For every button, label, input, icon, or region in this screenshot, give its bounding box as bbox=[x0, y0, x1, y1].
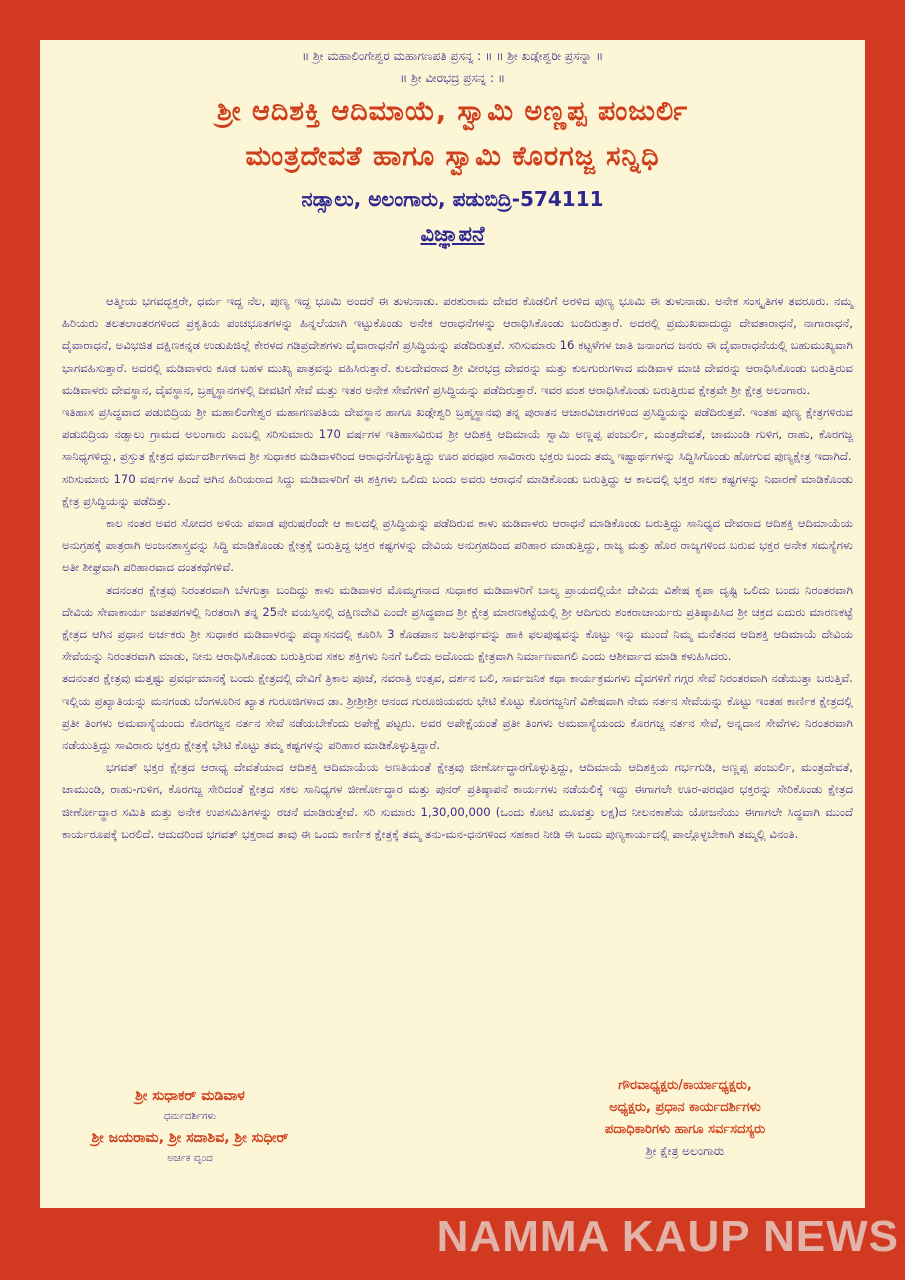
paragraph: ಭಗವತ್ ಭಕ್ತರ ಕ್ಷೇತ್ರದ ಆರಾಧ್ಯ ದೇವತೆಯಾದ ಆದಿಶಕ್ತಿ ಆದಿಮಾಯೆಯ ಅಣತಿಯಂತೆ ಕ್ಷೇತ್ರವು ಜೀರ್ಣೋದ್ಧಾರಗೊಳ್ಳುತ್ತಿದ್ದು, ಆದಿಮಾಯೆ ಆದಿಶಕ್ತಿಯ ಗರ್ಭಗುಡಿ, ಅಣ್ಣಪ್ಪ ಪಂಜುರ್ಲಿ, ಮಂತ್ರದೇವತೆ, ಚಾಮುಂಡಿ, ರಾಹು-ಗುಳಿಗ, ಕೊರಗಜ್ಜ ಸೇರಿದಂತೆ ಕ್ಷೇತ್ರದ ಸಕಲ ಸಾನಿಧ್ಯಗಳ ಜೀರ್ಣೋದ್ಧಾರ ಮತ್ತು ಪುನರ್ ಪ್ರತಿಷ್ಠಾಪನೆ ಕಾರ್ಯಗಳು ನಡೆಯಲಿಕ್ಕೆ ಇದ್ದು ಈಗಾಗಲೇ ಊರ-ಪರವೂರ ಭಕ್ತರನ್ನು ಸೇರಿಕೊಂಡು ಕ್ಷೇತ್ರದ ಜೀರ್ಣೋದ್ಧಾರ ಸಮಿತಿ ಮತ್ತು ಅನೇಕ ಉಪಸಮಿತಿಗಳನ್ನು ರಚನೆ ಮಾಡಿರುತ್ತೇವೆ. ಸರಿ ಸುಮಾರು 1,30,00,000 (ಒಂದು ಕೋಟಿ ಮೂವತ್ತು ಲಕ್ಷ)ದ ನೀಲನಕಾಶೆಯ ಯೋಜನೆಯು ಈಗಾಗಲೇ ಸಿದ್ಧವಾಗಿ ಮುಂದೆ ಕಾರ್ಯರೂಪಕ್ಕೆ ಬರಲಿದೆ. ಆದುದರಿಂದ ಭಗವತ್ ಭಕ್ತರಾದ ತಾವು ಈ ಒಂದು ಕಾರ್ಣಿಕ ಕ್ಷೇತ್ರಕ್ಕೆ ತಮ್ಮ ತನು-ಮನ-ಧನಗಳಿಂದ ಸಹಕಾರ ನೀಡಿ ಈ ಒಂದು ಪುಣ್ಯಕಾರ್ಯದಲ್ಲಿ ಪಾಲ್ಗೊಳ್ಳಬೇಕಾಗಿ ತಮ್ಮಲ್ಲಿ ವಿನಂತಿ. bbox=[62, 760, 853, 841]
committee-place: ಶ್ರೀ ಕ್ಷೇತ್ರ ಅಲಂಗಾರು bbox=[645, 1144, 725, 1158]
notice-heading bbox=[40, 217, 865, 251]
paragraph: ಸರಿಸುಮಾರು 170 ವರ್ಷಗಳ ಹಿಂದೆ ಆಗಿನ ಹಿರಿಯರಾದ ಸಿದ್ದು ಮಡಿವಾಳರಿಗೆ ಈ ಶಕ್ತಿಗಳು ಒಲಿದು ಬಂದು ಅವರು ಆರಾಧನೆ ಮಾಡಿಕೊಂಡು ಬರುತ್ತಿದ್ದು ಆ ಕಾಲದಲ್ಲಿ ಭಕ್ತರ ಸಕಲ ಕಷ್ಟಗಳನ್ನು ನಿವಾರಣೆ ಮಾಡಿಕೊಂಡು ಕ್ಷೇತ್ರ ಪ್ರಸಿದ್ಧಿಯನ್ನು ಪಡೆದಿತ್ತು. bbox=[62, 471, 853, 508]
paragraph: ಕಾಲ ನಂತರ ಅವರ ಸೋದರ ಅಳಿಯ ಪವಾಡ ಪುರುಷರೆಂದೇ ಆ ಕಾಲದಲ್ಲಿ ಪ್ರಸಿದ್ಧಿಯನ್ನು ಪಡೆದಿರುವ ಕಾಳು ಮಡಿವಾಳರು ಆರಾಧನೆ ಮಾಡಿಕೊಂಡು ಬರುತ್ತಿದ್ದು ಸಾನಿಧ್ಯದ ದೇವರಾದ ಆದಿಶಕ್ತಿ ಆದಿಮಾಯೆಯ ಅನುಗ್ರಹಕ್ಕೆ ಪಾತ್ರರಾಗಿ ಅಂಜನಶಾಸ್ತ್ರವನ್ನು ಸಿದ್ಧಿ ಮಾಡಿಕೊಂಡು ಕ್ಷೇತ್ರಕ್ಕೆ ಬರುತ್ತಿದ್ದ ಭಕ್ತರ ಕಷ್ಟಗಳನ್ನು ದೇವಿಯ ಅನುಗ್ರಹದಿಂದ ಪರಿಹಾರ ಮಾಡುತ್ತಿದ್ದು, ರಾಜ್ಯ ಮತ್ತು ಹೊರ ರಾಜ್ಯಗಳಿಂದ ಬರುವ ಭಕ್ತರ ಅನೇಕ ಸಮಸ್ಯೆಗಳು ಅತೀ ಶೀಘ್ರವಾಗಿ ಪರಿಹಾರವಾದ ದಂತಕಥೆಗಳಿವೆ. bbox=[62, 516, 853, 575]
signatory-name: ಶ್ರೀ ಸುಧಾಕರ್ ಮಡಿವಾಳ bbox=[135, 1088, 245, 1104]
paragraph: ಇತಿಹಾಸ ಪ್ರಸಿದ್ಧವಾದ ಪಡುಬಿದ್ರಿಯ ಶ್ರೀ ಮಹಾಲಿಂಗೇಶ್ವರ ಮಹಾಗಣಪತಿಯ ದೇವಸ್ಥಾನ ಹಾಗೂ ಖಡ್ಗೇಶ್ವರಿ ಬ್ರಹ್ಮಸ್ಥಾನವು ತನ್ನ ಪುರಾತನ ಆಚಾರವಿಚಾರಗಳಿಂದ ಪ್ರಸಿದ್ಧಿಯನ್ನು ಪಡೆದಿರುತ್ತವೆ. ಇಂತಹ ಪುಣ್ಯ ಕ್ಷೇತ್ರಗಳಿರುವ ಪಡುಬಿದ್ರಿಯ ನಡ್ಸಾಲು ಗ್ರಾಮದ ಅಲಂಗಾರು ಎಂಬಲ್ಲಿ ಸರಿಸುಮಾರು 170 ವರ್ಷಗಳ ಇತಿಹಾಸವಿರುವ ಶ್ರೀ ಆದಿಶಕ್ತಿ ಆದಿಮಾಯೆ ಸ್ವಾಮಿ ಅಣ್ಣಪ್ಪ ಪಂಜುರ್ಲಿ, ಮಂತ್ರದೇವತೆ, ಚಾಮುಂಡಿ ಗುಳಿಗ, ರಾಹು, ಕೊರಗಜ್ಜ ಸಾನಿಧ್ಯಗಳಿದ್ದು, ಪ್ರಸ್ತುತ ಕ್ಷೇತ್ರದ ಧರ್ಮದರ್ಶಿಗಳಾದ ಶ್ರೀ ಸುಧಾಕರ ಮಡಿವಾಳರಿಂದ ಆರಾಧನೆಗೊಳ್ಳುತ್ತಿದ್ದು ಊರ ಪರವೂರ ಸಾವಿರಾರು ಭಕ್ತರು ಬಂದು ತಮ್ಮ ಇಷ್ಟಾರ್ಥಗಳನ್ನು ಸಿದ್ಧಿಸಿಗೊಂಡು ಹೋಗುವ ಪುಣ್ಯಕ್ಷೇತ್ರ ಇದಾಗಿದೆ. bbox=[62, 405, 853, 464]
committee-line: ಅಧ್ಯಕ್ಷರು, ಪ್ರಧಾನ ಕಾರ್ಯದರ್ಶಿಗಳು bbox=[609, 1100, 761, 1115]
paragraph: ತದನಂತರ ಕ್ಷೇತ್ರವು ನಿರಂತರವಾಗಿ ಬೆಳಗುತ್ತಾ ಬಂದಿದ್ದು ಕಾಳು ಮಡಿವಾಳರ ಮೊಮ್ಮಗನಾದ ಸುಧಾಕರ ಮಡಿವಾಳರಿಗೆ ಬಾಲ್ಯ ಪ್ರಾಯದಲ್ಲಿಯೇ ದೇವಿಯ ವಿಶೇಷ ಕೃಪಾ ದೃಷ್ಟಿ ಒಲಿದು ಬಂದು ನಿರಂತರವಾಗಿ ದೇವಿಯ ಸೇವಾಕಾರ್ಯ ಜಪತಪಗಳಲ್ಲಿ ನಿರತರಾಗಿ ತನ್ನ 25ನೇ ವಯಸ್ಸಿನಲ್ಲಿ ದಕ್ಷಿಣದೇವಿ ಎಂದೇ ಪ್ರಸಿದ್ಧವಾದ ಶ್ರೀ ಕ್ಷೇತ್ರ ಮಾರಣಕಟ್ಟೆಯಲ್ಲಿ ಶ್ರೀ ಆದಿಗುರು ಶಂಕರಾಚಾರ್ಯರು ಪ್ರತಿಷ್ಠಾಪಿಸಿದ ಶ್ರೀ ಚಕ್ರದ ಎದುರು ಮಾರಣಕಟ್ಟೆ ಕ್ಷೇತ್ರದ ಆಗಿನ ಪ್ರಧಾನ ಅರ್ಚಕರು ಶ್ರೀ ಸುಧಾಕರ ಮಡಿವಾಳರನ್ನು ಪದ್ಮಾಸನದಲ್ಲಿ ಕೂರಿಸಿ 3 ಕೊಡಪಾನ ಜಲತೀರ್ಥವನ್ನು ಹಾಕಿ ಫಲಪುಷ್ಪವನ್ನು ಕೊಟ್ಟು ಇನ್ನು ಮುಂದೆ ನಿಮ್ಮ ಮನೆತನದ ಆದಿಶಕ್ತಿ ಆದಿಮಾಯೆ ದೇವಿಯ ಸೇವೆಯನ್ನು ನಿರಂತರವಾಗಿ ಮಾಡು, ನೀನು ಆರಾಧಿಸಿಕೊಂಡು ಬರುತ್ತಿರುವ ಸಕಲ ಶಕ್ತಿಗಳು ನಿನಗೆ ಒಲಿದು ಅದೊಂದು ಕ್ಷೇತ್ರವಾಗಿ ನಿರ್ಮಾಣವಾಗಲಿ ಎಂದು ಆಶೀರ್ವಾದ ಮಾಡಿ ಕಳುಹಿಸಿದರು. bbox=[62, 582, 853, 664]
title-line-1: ಶ್ರೀ ಆದಿಶಕ್ತಿ ಆದಿಮಾಯೆ, ಸ್ವಾಮಿ ಅಣ್ಣಪ್ಪ ಪಂಜುರ್ಲಿ bbox=[216, 96, 689, 127]
notice-panel bbox=[40, 40, 865, 1208]
notice-heading-text: ವಿಜ್ಞಾಪನೆ bbox=[420, 222, 485, 246]
paragraph: ತದನಂತರ ಕ್ಷೇತ್ರವು ಮತ್ತಷ್ಟು ಪ್ರವರ್ಧಮಾನಕ್ಕೆ ಬಂದು ಕ್ಷೇತ್ರದಲ್ಲಿ ದೇವಿಗೆ ತ್ರಿಕಾಲ ಪೂಜೆ, ನವರಾತ್ರಿ ಉತ್ಸವ, ದರ್ಶನ ಬಲಿ, ಸಾರ್ವಜನಿಕ ಕಥಾ ಕಾರ್ಯಕ್ರಮಗಳು ದೈವಗಳಿಗೆ ಗಗ್ಗರ ಸೇವೆ ನಿರಂತರವಾಗಿ ನಡೆಯುತ್ತಾ ಬರುತ್ತಿವೆ. ಇಲ್ಲಿಯ ಪ್ರಖ್ಯಾತಿಯನ್ನು ಮನಗಂಡು ಬೆಂಗಳೂರಿನ ಖ್ಯಾತ ಗುರೂಜಿಗಳಾದ ಡಾ. ಶ್ರೀಶ್ರೀಶ್ರೀ ಆನಂದ ಗುರೂಜಿಯವರು ಭೇಟಿ ಕೊಟ್ಟು ಕೊರಗಜ್ಜನಿಗೆ ವಿಶೇಷವಾಗಿ ನೇಮ ನರ್ತನ ಸೇವೆಯನ್ನು ಕೊಟ್ಟು ಇಂತಹ ಕಾರ್ಣಿಕ ಕ್ಷೇತ್ರದಲ್ಲಿ ಪ್ರತೀ ತಿಂಗಳು ಅಮವಾಸ್ಯೆಯಂದು ಕೊರಗಜ್ಜನ ನರ್ತನ ಸೇವೆ ನಡೆಯಬೇಕೆಂದು ಅಪೇಕ್ಷೆ ಪಟ್ಟರು. ಅವರ ಅಪೇಕ್ಷೆಯಂತೆ ಪ್ರತೀ ತಿಂಗಳು ಅಮವಾಸ್ಯೆಯಂದು ಕೊರಗಜ್ಜ ನರ್ತನ ಸೇವೆ, ಅನ್ನದಾನ ಸೇವೆಗಳು ನಿರಂತರವಾಗಿ ನಡೆಯುತ್ತಿದ್ದು ಸಾವಿರಾರು ಭಕ್ತರು ಕ್ಷೇತ್ರಕ್ಕೆ ಭೇಟಿ ಕೊಟ್ಟು ತಮ್ಮ ಕಷ್ಟಗಳನ್ನು ಪರಿಹಾರ ಮಾಡಿಕೊಳ್ಳುತ್ತಿದ್ದಾರೆ. bbox=[62, 671, 853, 753]
watermark: NAMMA KAUP NEWS bbox=[436, 1212, 899, 1261]
invocation-line-1: ॥ ಶ್ರೀ ಮಹಾಲಿಂಗೇಶ್ವರ ಮಹಾಗಣಪತಿ ಪ್ರಸನ್ನ : ॥ ॥ ಶ್ರೀ ಖಡ್ಗೇಶ್ವರೀ ಪ್ರಸನ್ನಾ ॥ bbox=[301, 49, 604, 63]
signatory-role: ಧರ್ಮದರ್ಶಿಗಳು bbox=[163, 1111, 217, 1122]
paragraph: ಆತ್ಮೀಯ ಭಗವದ್ಭಕ್ತರೇ, ಧರ್ಮ ಇದ್ದ ನೆಲ, ಪುಣ್ಯ ಇದ್ದ ಭೂಮಿ ಅಂದರೆ ಈ ತುಳುನಾಡು. ಪರಶುರಾಮ ದೇವರ ಕೊಡಲಿಗೆ ಅರಳಿದ ಪುಣ್ಯ ಭೂಮಿ ಈ ತುಳುನಾಡು. ಅನೇಕ ಸಂಸ್ಕೃತಿಗಳ ತವರೂರು. ನಮ್ಮ ಹಿರಿಯರು ತಲತಲಾಂತರಗಳಿಂದ ಪ್ರಕೃತಿಯ ಪಂಚಭೂತಗಳನ್ನು ಹಿನ್ನಲೆಯಾಗಿ ಇಟ್ಟುಕೊಂಡು ಅನೇಕ ಆರಾಧನೆಗಳನ್ನು ಆರಾಧಿಸಿಕೊಂಡು ಬಂದಿರುತ್ತಾರೆ. ಅದರಲ್ಲಿ ಪ್ರಮುಖವಾದುದ್ದು ದೇವತಾರಾಧನೆ, ನಾಗಾರಾಧನೆ, ದೈವಾರಾಧನೆ, ಅವಿಭಜಿತ ದಕ್ಷಿಣಕನ್ನಡ ಉಡುಪಿಜಿಲ್ಲೆ ಕೇರಳದ ಗಡಿಪ್ರದೇಶಗಳು ದೈವಾರಾಧನೆಗೆ ಪ್ರಸಿದ್ಧಿಯನ್ನು ಪಡೆದಿರುತ್ತವೆ. ಸರಿಸುಮಾರು 16 ಕಟ್ಟಳೆಗಳ ಜಾತಿ ಜನಾಂಗದ ಜನರು ಈ ದೈವಾರಾಧನೆಯಲ್ಲಿ ಬಹುಮುಖ್ಯವಾಗಿ ಭಾಗವಹಿಸುತ್ತಾರೆ. ಅದರಲ್ಲಿ ಮಡಿವಾಳರು ಕೂಡ ಬಹಳ ಮುಖ್ಯ ಪಾತ್ರವನ್ನು ವಹಿಸಿರುತ್ತಾರೆ. ಕುಲದೇವರಾದ ಶ್ರೀ ವೀರಭದ್ರ ದೇವರನ್ನು ಮತ್ತು ಕುಲಗುರುಗಳಾದ ಮಡಿವಾಳ ಮಾಚಿ ದೇವರನ್ನು ಆರಾಧಿಸಿಕೊಂಡು ಬರುತ್ತಿರುವ ಮಡಿವಾಳರು ದೇವಸ್ಥಾನ, ದೈವಸ್ಥಾನ, ಬ್ರಹ್ಮಸ್ಥಾನಗಳಲ್ಲಿ ದೀವಟಿಗೆ ಸೇವೆ ಮತ್ತು ಇತರ ಅನೇಕ ಸೇವೆಗಳಿಗೆ ಪ್ರಸಿದ್ಧಿಯನ್ನು ಪಡೆದಿರುತ್ತಾರೆ. ಇವರ ವಂಶ ಆರಾಧಿಸಿಕೊಂಡು ಬರುತ್ತಿರುವ ಕ್ಷೇತ್ರವೇ ಶ್ರೀ ಕ್ಷೇತ್ರ ಅಲಂಗಾರು. bbox=[62, 294, 853, 397]
committee-line: ಗೌರವಾಧ್ಯಕ್ಷರು/ಕಾರ್ಯಾಧ್ಯಕ್ಷರು, bbox=[618, 1078, 752, 1093]
signature-right bbox=[535, 1075, 835, 1161]
title-line-2: ಮಂತ್ರದೇವತೆ ಹಾಗೂ ಸ್ವಾಮಿ ಕೊರಗಜ್ಜ ಸನ್ನಿಧಿ bbox=[245, 141, 660, 172]
signatory-names: ಶ್ರೀ ಜಯರಾಮ, ಶ್ರೀ ಸದಾಶಿವ, ಶ್ರೀ ಸುಧೀರ್ bbox=[91, 1130, 289, 1146]
signatory-role: ಅರ್ಚಕ ವೃಂದ bbox=[167, 1153, 213, 1164]
notice-body bbox=[62, 290, 853, 845]
signature-left bbox=[40, 1085, 340, 1169]
address: ನಡ್ಸಾಲು, ಅಲಂಗಾರು, ಪಡುಬಿದ್ರಿ-574111 bbox=[301, 187, 604, 211]
committee-line: ಪದಾಧಿಕಾರಿಗಳು ಹಾಗೂ ಸರ್ವಸದಸ್ಯರು bbox=[604, 1122, 766, 1137]
invocation-line-2: ॥ ಶ್ರೀ ವೀರಭದ್ರ ಪ್ರಸನ್ನ : ॥ bbox=[399, 71, 506, 85]
